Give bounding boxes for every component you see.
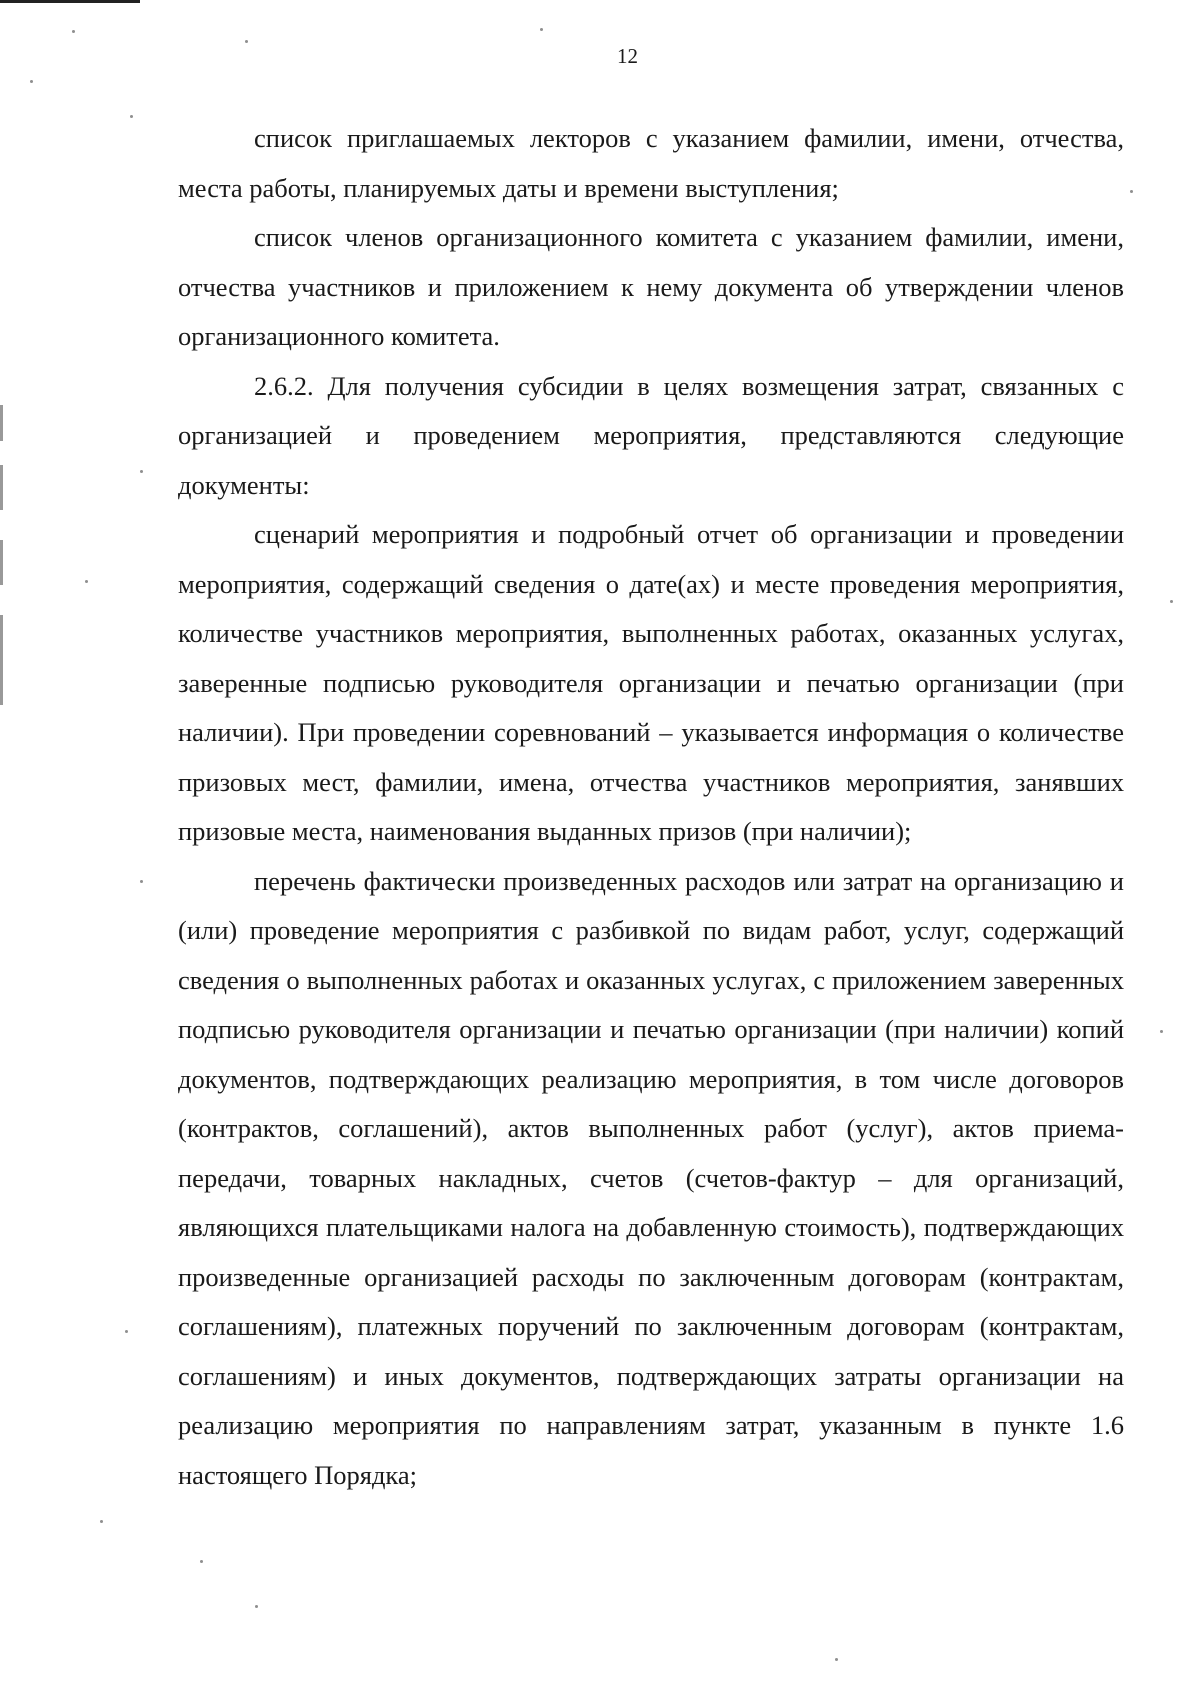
- document-body: [178, 114, 1124, 1500]
- scan-speck: [245, 40, 248, 43]
- scan-speck: [200, 1560, 203, 1563]
- scan-speck: [72, 30, 75, 33]
- page-number: 12: [617, 44, 638, 68]
- paragraph-event-scenario: сценарий мероприятия и подробный отчет об организации и проведении мероприятия, содержащий сведения о дате(ах) и месте проведения мероприятия, количестве участников мероприятия, выполненных работах, оказанных услугах, заверенные подписью руководителя организации и печатью организации (при наличии). При проведении соревнований – указывается информация о количестве призовых мест, фамилии, имена, отчества участников мероприятия, занявших призовые места, наименования выданных призов (при наличии);: [178, 519, 1124, 846]
- scan-speck: [140, 470, 143, 473]
- scan-speck: [255, 1605, 258, 1608]
- scan-speck: [1170, 600, 1173, 603]
- scan-speck: [540, 28, 543, 31]
- scan-speck: [100, 1520, 103, 1523]
- scan-speck: [85, 580, 88, 583]
- scan-binding-edge: [0, 405, 3, 705]
- paragraph-lecturers-list: список приглашаемых лекторов с указанием фамилии, имени, отчества, места работы, планируемых даты и времени выступления;: [178, 123, 1124, 203]
- scan-edge-mark: [0, 0, 140, 3]
- scan-speck: [835, 1658, 838, 1661]
- paragraph-committee-list: список членов организационного комитета с указанием фамилии, имени, отчества участников и приложением к нему документа об утверждении членов организационного комитета.: [178, 222, 1124, 351]
- paragraph-section-2-6-2: 2.6.2. Для получения субсидии в целях возмещения затрат, связанных с организацией и проведением мероприятия, представляются следующие документы:: [178, 370, 1124, 500]
- scan-speck: [130, 115, 133, 118]
- scan-speck: [30, 80, 33, 83]
- scan-speck: [125, 1330, 128, 1333]
- scan-speck: [1160, 1030, 1163, 1033]
- scan-speck: [1130, 190, 1133, 193]
- scan-speck: [140, 880, 143, 883]
- paragraph-expense-list: перечень фактически произведенных расходов или затрат на организацию и (или) проведение мероприятия с разбивкой по видам работ, услуг, содержащий сведения о выполненных работах и оказанных услугах, с приложением заверенных подписью руководителя организации и печатью организации (при наличии) копий документов, подтверждающих реализацию мероприятия, в том числе договоров (контрактов, соглашений), актов выполненных работ (услуг), актов приема-передачи, товарных накладных, счетов (счетов-фактур – для организаций, являющихся плательщиками налога на добавленную стоимость), подтверждающих произведенные организацией расходы по заключенным договорам (контрактам, соглашениям), платежных поручений по заключенным договорам (контрактам, соглашениям) и иных документов, подтверждающих затраты организации на реализацию мероприятия по направлениям затрат, указанным в пункте 1.6 настоящего Порядка;: [178, 865, 1124, 1490]
